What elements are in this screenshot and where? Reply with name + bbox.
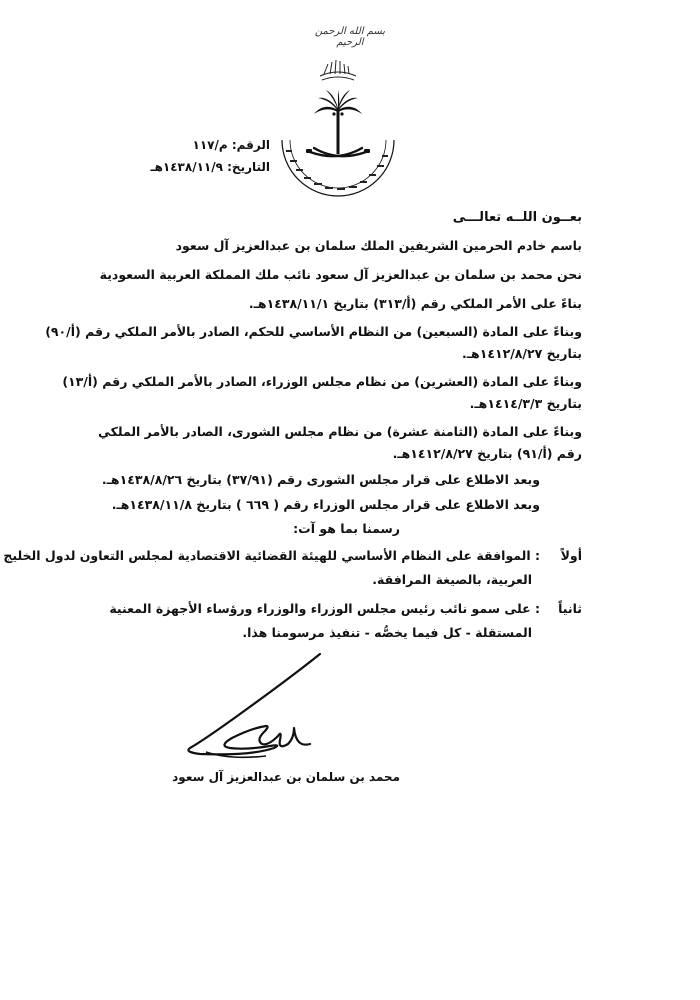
saudi-emblem-icon [268,52,408,202]
opening-phrase: بعــون اللــه تعالـــى [452,210,582,225]
paragraph-2-line-2: بتاريخ ١٤١٢/٨/٢٧هـ. [462,346,582,361]
item-second-label: ثانياً [558,601,582,616]
reference-date: التاريخ: ١٤٣٨/١١/٩هـ [150,160,270,174]
paragraph-4-line-2: رقم (أ/٩١) بتاريخ ١٤١٢/٨/٢٧هـ. [392,446,582,461]
paragraph-4-line-1: وبناءً على المادة (الثامنة عشرة) من نظام مجلس الشورى، الصادر بالأمر الملكي [97,424,582,439]
signer-name: محمد بن سلمان بن عبدالعزيز آل سعود [172,770,400,784]
item-first-line-2: العربية، بالصيغة المرافقة. [372,572,532,587]
deputy-line: نحن محمد بن سلمان بن عبدالعزيز آل سعود نائب ملك المملكة العربية السعودية [99,267,582,282]
paragraph-5: وبعد الاطلاع على قرار مجلس الشورى رقم (٣٧/٩١) بتاريخ ١٤٣٨/٨/٢٦هـ. [101,472,540,487]
paragraph-6: وبعد الاطلاع على قرار مجلس الوزراء رقم ( ٦٦٩ ) بتاريخ ١٤٣٨/١١/٨هـ. [111,497,540,512]
handwritten-signature [170,648,370,778]
paragraph-3-line-2: بتاريخ ١٤١٤/٣/٣هـ. [469,396,582,411]
paragraph-1: بناءً على الأمر الملكي رقم (أ/٣١٣) بتاريخ ١٤٣٨/١١/١هـ. [248,296,582,311]
basmala: بسم الله الرحمن الرحيم [314,26,386,48]
paragraph-3-line-1: وبناءً على المادة (العشرين) من نظام مجلس الوزراء، الصادر بالأمر الملكي رقم (أ/١٣) [62,374,582,389]
reference-block [110,134,270,178]
reference-number: الرقم: م/١١٧ [192,138,270,152]
decree-statement: رسمنا بما هو آت: [293,521,400,536]
paragraph-2-line-1: وبناءً على المادة (السبعين) من النظام الأساسي للحكم، الصادر بالأمر الملكي رقم (أ/٩٠) [45,324,582,339]
item-second-line-2: المستقلة - كل فيما يخصُّه - تنفيذ مرسومنا هذا. [242,625,532,640]
king-line: باسم خادم الحرمين الشريفين الملك سلمان بن عبدالعزيز آل سعود [175,238,582,253]
item-second-line-1: : على سمو نائب رئيس مجلس الوزراء والوزراء ورؤساء الأجهزة المعنية [109,601,540,616]
item-first-label: أولاً [560,548,582,563]
item-first-line-1: : الموافقة على النظام الأساسي للهيئة القضائية الاقتصادية لمجلس التعاون لدول الخليج [3,548,540,563]
